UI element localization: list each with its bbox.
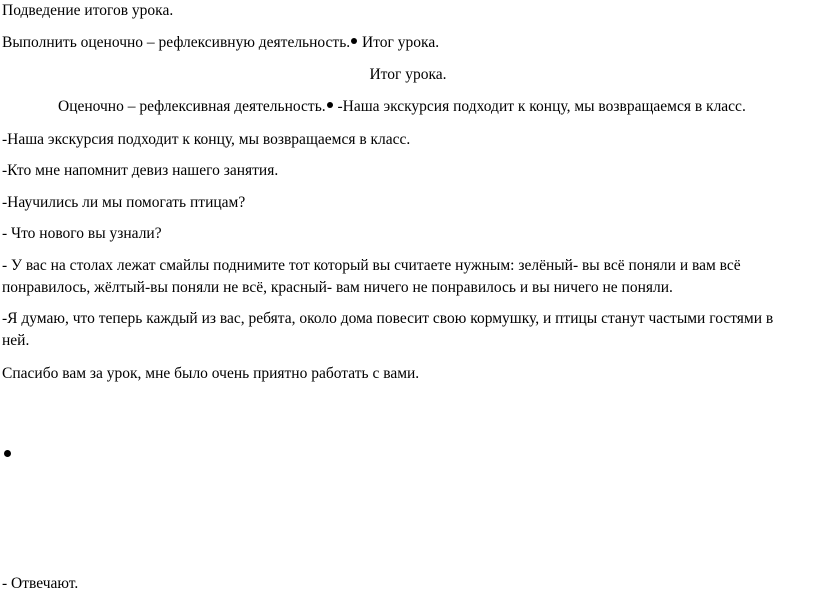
bullet-icon <box>327 102 333 108</box>
heading-summary: Подведение итогов урока. <box>2 2 174 19</box>
bullet-icon <box>4 450 11 457</box>
task-line <box>2 34 439 52</box>
thanks-line: Спасибо вам за урок, мне было очень приятно работать с вами. <box>2 365 420 382</box>
motto-question: -Кто мне напомнит девиз нашего занятия. <box>2 162 279 179</box>
center-title: Итог урока. <box>369 66 447 83</box>
excursion-line: -Наша экскурсия подходит к концу, мы возвращаемся в класс. <box>2 131 411 148</box>
answer-line: - Отвечают. <box>2 575 79 592</box>
task-text: Выполнить оценочно – рефлексивную деятельность. <box>2 34 351 51</box>
reflection-text: Оценочно – рефлексивная деятельность. <box>58 98 326 115</box>
center-line <box>58 98 746 116</box>
birds-question: -Научились ли мы помогать птицам? <box>2 194 246 211</box>
task-result-text: Итог урока. <box>358 34 440 51</box>
excursion-inline-text: -Наша экскурсия подходит к концу, мы возвращаемся в класс. <box>333 98 746 115</box>
feeder-paragraph: -Я думаю, что теперь каждый из вас, ребята, около дома повесит свою кормушку, и птицы станут частыми гостями в ней. <box>2 310 774 349</box>
new-knowledge-question: - Что нового вы узнали? <box>2 225 162 242</box>
bullet-icon <box>351 38 357 44</box>
smileys-paragraph: - У вас на столах лежат смайлы поднимите тот который вы считаете нужным: зелёный- вы всё поняли и вам всё понравилось, жёлтый-вы поняли не всё, красный- вам ничего не понравилось и вы ничего не поняли. <box>2 257 741 296</box>
